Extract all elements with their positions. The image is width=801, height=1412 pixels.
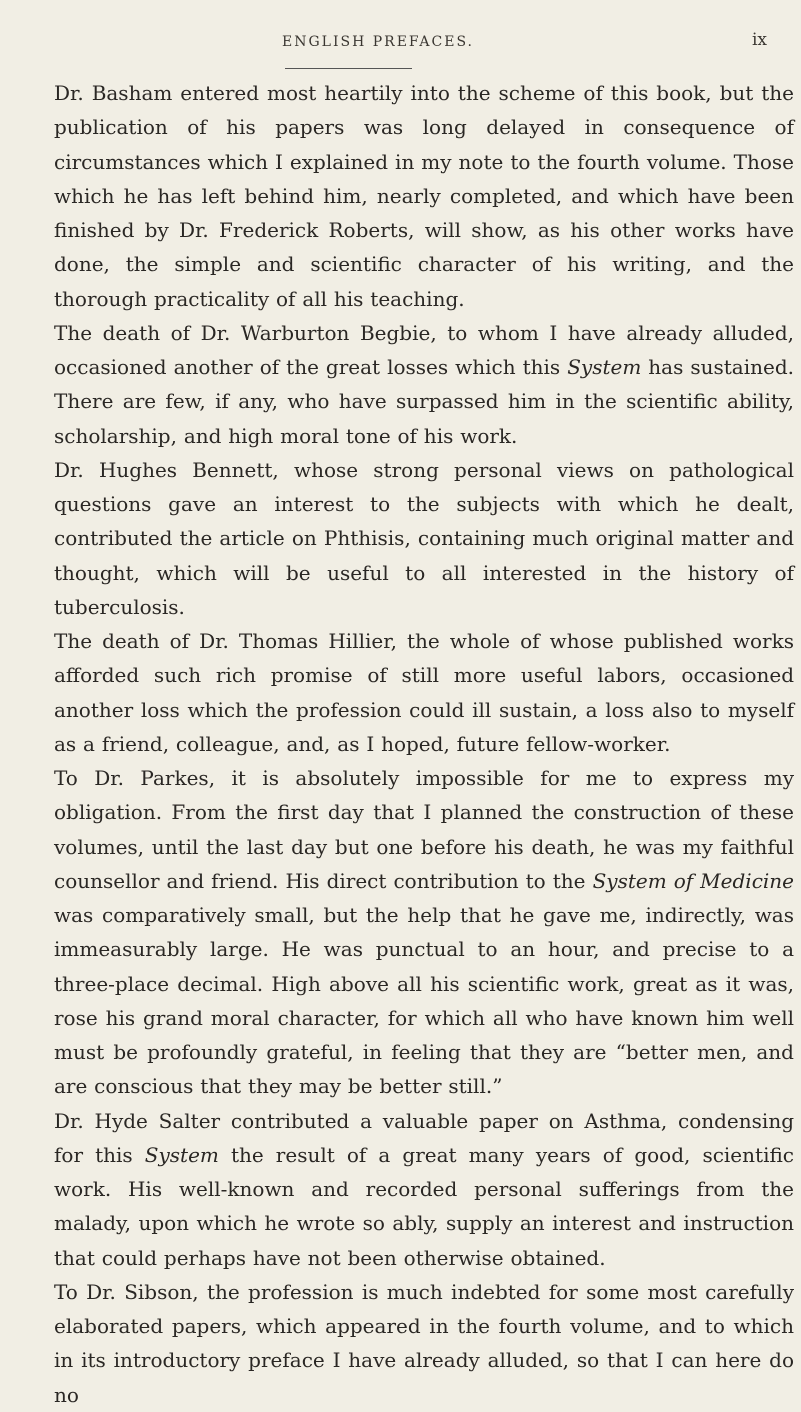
header-rule [285, 68, 412, 69]
paragraph-parkes [54, 761, 794, 1104]
paragraph-parkes-italic: System of Medicine [592, 868, 795, 893]
paragraph-bennett: Dr. Hughes Bennett, whose strong personal views on pathological questions gave an interest to the subjects with which he dealt, contributed the article on Phthisis, containing much original matter and thought, which will be useful to all interested in the history of tuberculosis. [54, 457, 794, 619]
paragraph-begbie-text-a: The death of Dr. Warburton Begbie, to whom I have already alluded, occasioned another of the great losses which this [54, 320, 794, 379]
paragraph-salter-text-b: the result of a great many years of good, scientific work. His well-known and recorded personal sufferings from the malady, upon which he wrote so ably, supply an interest and instruction that could perhaps have not been otherwise obtained. [54, 1142, 795, 1270]
paragraph-hillier: The death of Dr. Thomas Hillier, the whole of whose published works afforded such rich promise of still more useful labors, occasioned another loss which the profession could ill sustain, a loss also to myself as a friend, colleague, and, as I hoped, future fellow-worker. [54, 629, 794, 756]
paragraph-begbie-text-b: has sustained. There are few, if any, who have surpassed him in the scientific ability, scholarship, and high moral tone of his work. [54, 355, 794, 448]
paragraph-parkes-text-b: was comparatively small, but the help that he gave me, indirectly, was immeasurably large. He was punctual to an hour, and precise to a three-place decimal. High above all his scientific work, great as it was, rose his grand moral character, for which all who have known him well must be profoundly grateful, in feeling that they are “better men, and are conscious that they may be better still.” [54, 903, 794, 1099]
paragraph-parkes-text-a: To Dr. Parkes, it is absolutely impossible for me to express my obligation. From the first day that I planned the construction of these volumes, until the last day but one before his death, he was my faithful counsellor and friend. His direct contribution to the [54, 766, 794, 893]
paragraph-begbie-italic: System [567, 355, 642, 379]
paragraph-salter-text-a: Dr. Hyde Salter contributed a valuable paper on Asthma, condensing for this [54, 1108, 794, 1167]
page-number: ix [752, 30, 768, 50]
body-text [54, 76, 794, 1412]
paragraph-sibson: To Dr. Sibson, the profession is much indebted for some most carefully elaborated papers, which appeared in the fourth volume, and to which in its introductory preface I have already alluded, so that I can here do no [54, 1279, 794, 1407]
paragraph-salter [54, 1104, 794, 1275]
paragraph-salter-italic: System [144, 1142, 219, 1167]
running-head: ENGLISH PREFACES. [282, 34, 474, 50]
paragraph-begbie [54, 316, 794, 453]
paragraph-basham: Dr. Basham entered most heartily into the scheme of this book, but the publication of his papers was long delayed in consequence of circumstances which I explained in my note to the fourth volume. Those which he has left behind him, nearly completed, and which have been finished by Dr. Frederick Roberts, will show, as his other works have done, the simple and scientific character of his writing, and the thorough practicality of all his teaching. [54, 81, 794, 311]
